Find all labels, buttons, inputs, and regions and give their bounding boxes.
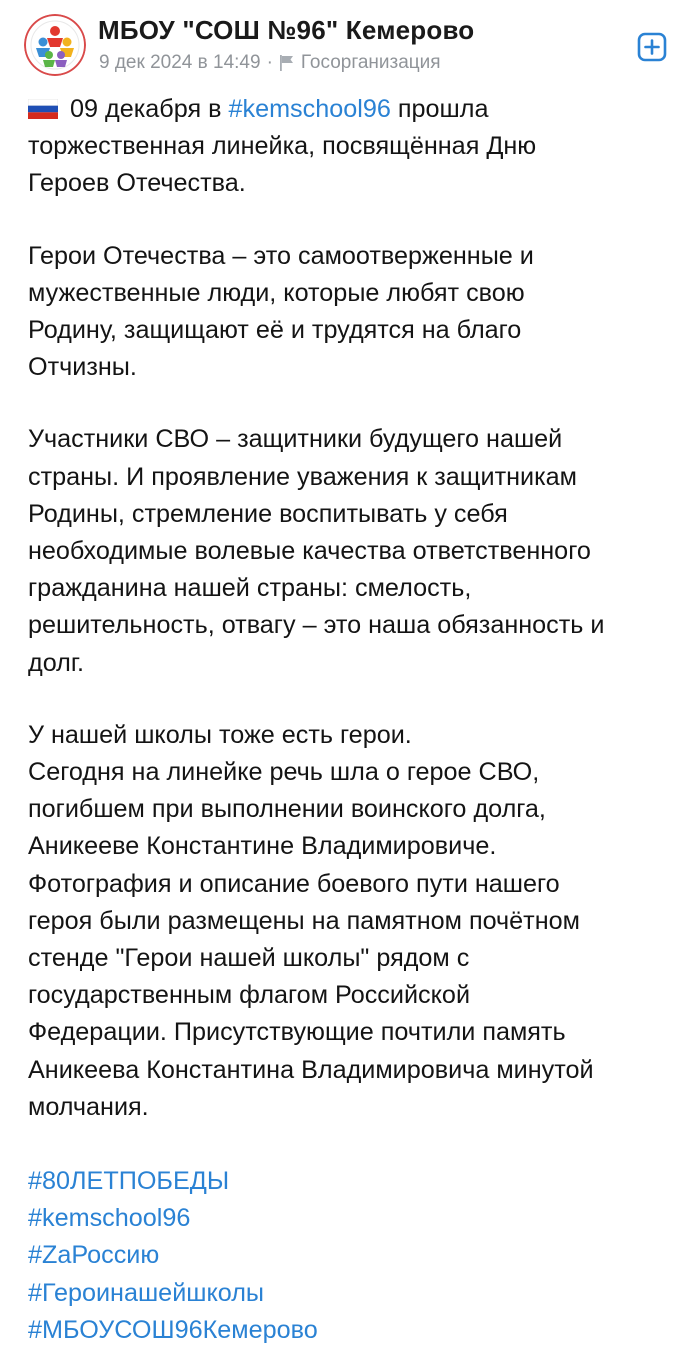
text-line: Сегодня на линейке речь шла о герое СВО, <box>28 758 540 787</box>
text-line: гражданина нашей страны: смелость, <box>28 574 472 603</box>
author-name[interactable]: МБОУ "СОШ №96" Кемерово <box>98 15 475 45</box>
text-line: Аникеева Константина Владимировича минутой <box>28 1055 594 1084</box>
text-line: решительность, отвагу – это наша обязанность и <box>28 611 605 640</box>
text-line: Фотография и описание боевого пути нашего <box>28 869 560 898</box>
text-line: торжественная линейка, посвящённая Дню <box>28 132 537 161</box>
text-line: долг. <box>28 648 84 677</box>
hashtag-list <box>28 1163 678 1349</box>
hashtag-link[interactable]: #kemschool96 <box>228 95 391 123</box>
post-header <box>0 0 694 88</box>
text-line: Родины, стремление воспитывать у себя <box>28 499 508 528</box>
text-line: мужественные люди, которые любят свою <box>28 278 525 307</box>
text-line: необходимые волевые качества ответственного <box>28 537 591 566</box>
text-span: прошла <box>390 95 489 123</box>
text-line: Аникееве Константине Владимировиче. <box>28 832 497 861</box>
post-date[interactable]: 9 дек 2024 в 14:49 <box>99 52 261 73</box>
text-line: Родину, защищают её и трудятся на благо <box>28 316 522 345</box>
paragraph-2 <box>28 238 678 387</box>
hashtag-link[interactable]: #МБОУСОШ96Кемерово <box>28 1315 318 1344</box>
meta-separator: · <box>266 52 273 73</box>
text-span: 09 декабря в <box>70 95 229 123</box>
paragraph-4 <box>28 717 678 1126</box>
text-line: государственным флагом Российской <box>28 981 471 1010</box>
russia-flag-emoji <box>28 93 58 113</box>
post-meta <box>99 52 441 74</box>
hashtag-link[interactable]: #ZaРоссию <box>28 1241 160 1270</box>
text-line <box>28 91 678 128</box>
org-type-label: Госорганизация <box>300 52 441 73</box>
text-line: Отчизны. <box>28 353 137 382</box>
hashtag-link[interactable]: #Героинашейшколы <box>28 1278 265 1307</box>
text-line: У нашей школы тоже есть герои. <box>28 720 412 749</box>
plus-square-icon[interactable] <box>637 32 667 62</box>
hashtag-link[interactable]: #80ЛЕТПОБЕДЫ <box>28 1167 230 1196</box>
post-text <box>28 91 678 1349</box>
text-line: Герои Отечества – это самоотверженные и <box>28 241 534 270</box>
school-logo-avatar[interactable] <box>24 14 86 76</box>
text-line: Федерации. Присутствующие почтили память <box>28 1018 566 1047</box>
text-line: героя были размещены на памятном почётном <box>28 906 580 935</box>
paragraph-1 <box>28 91 678 203</box>
text-line: страны. И проявление уважения к защитникам <box>28 462 577 491</box>
paragraph-3 <box>28 421 678 681</box>
hashtag-link[interactable]: #kemschool96 <box>28 1204 191 1233</box>
text-line: молчания. <box>28 1092 149 1121</box>
text-line: стенде "Герои нашей школы" рядом с <box>28 944 470 973</box>
text-line: Героев Отечества. <box>28 169 246 198</box>
text-line: Участники СВО – защитники будущего нашей <box>28 425 563 454</box>
text-line: погибшем при выполнении воинского долга, <box>28 795 546 824</box>
flag-icon <box>279 54 295 72</box>
